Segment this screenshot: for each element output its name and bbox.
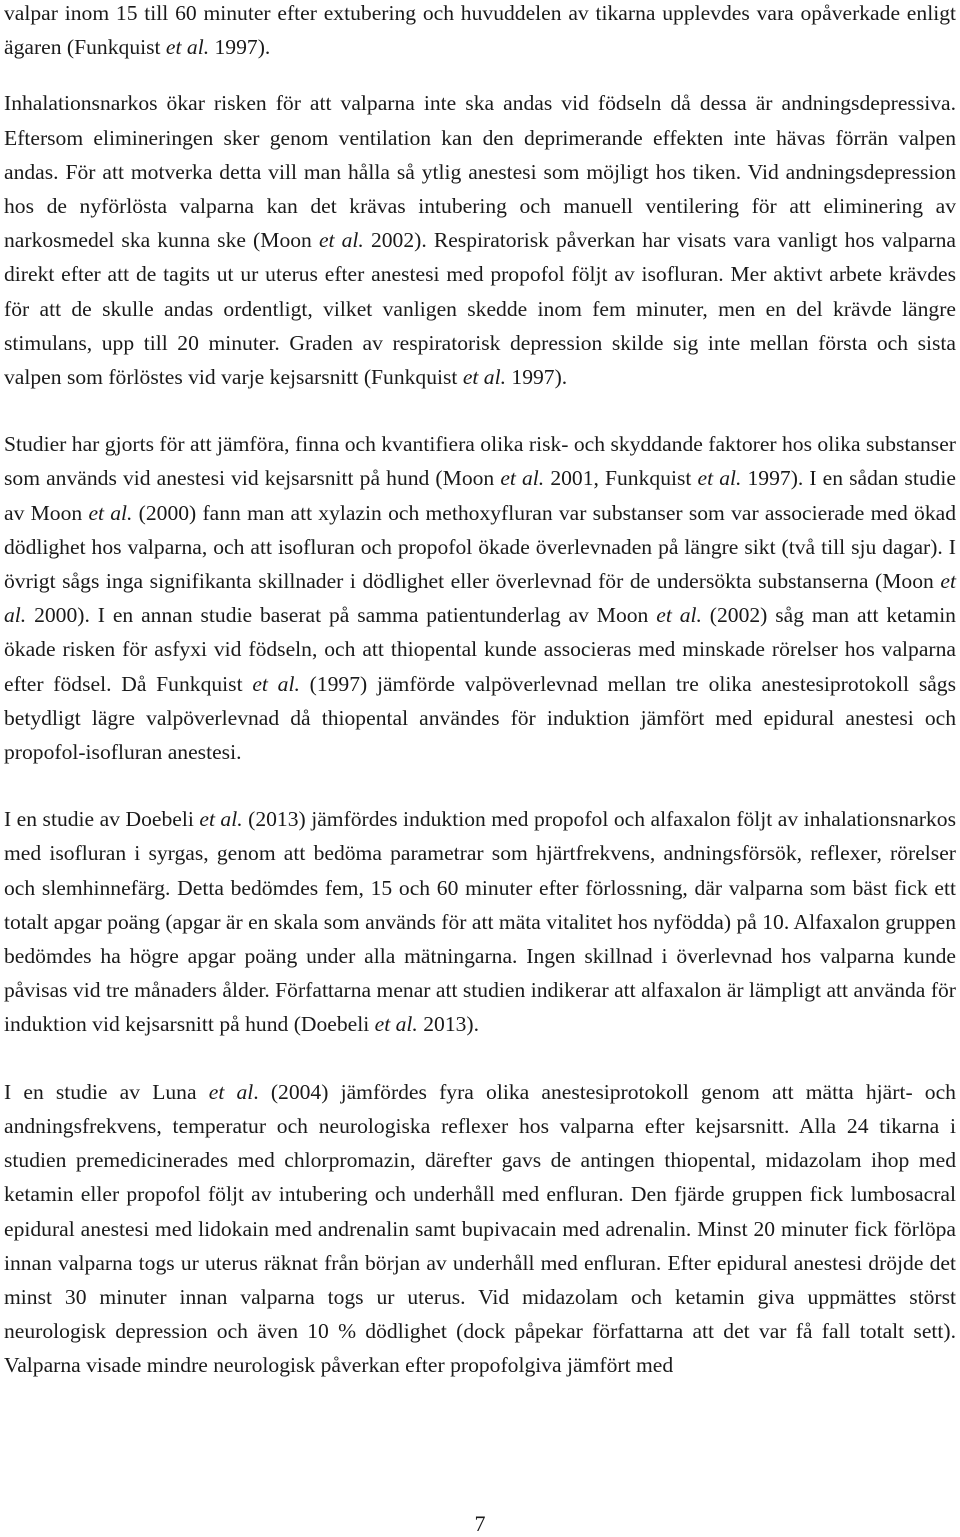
italic-citation-text: et al.	[374, 1012, 418, 1037]
paragraph-text: 1997).	[506, 365, 568, 390]
italic-citation-text: et al.	[88, 500, 133, 525]
paragraph	[4, 86, 956, 394]
paragraph	[4, 427, 956, 769]
italic-citation-text: et al.	[199, 807, 243, 832]
italic-citation-text: et al.	[318, 228, 364, 253]
paragraph-text: 1997).	[209, 35, 271, 60]
italic-citation-text: et al.	[252, 671, 300, 696]
paragraph-text: Studier har gjorts för att jämföra, finna och kvantifiera olika risk- och skyddande faktorer hos olika substanser som används vid anestesi vid kejsarsnitt på hund (Moon	[4, 432, 956, 491]
paragraph-text: 1997). I en sådan studie av Moon	[4, 466, 957, 525]
italic-citation-text: et al	[208, 1079, 254, 1104]
paragraph-text: 2002). Respiratorisk påverkan har visats vara vanligt hos valparna direkt efter att de tagits ut ur uterus efter anestesi med propofol följt av isofluran. Mer aktivt arbete krävdes för att de skulle andas ordentligt, vilket vanligen skedde inom fem minuter, men en del krävde längre stimulans, upp till 20 minuter. Graden av respiratorisk depression skilde sig inte mellan första och sista valpen som förlöstes vid varje kejsarsnitt (Funkquist	[4, 228, 956, 390]
paragraph	[4, 802, 956, 1041]
page-number: 7	[474, 1511, 486, 1536]
paragraph-text: 2013).	[417, 1012, 480, 1037]
paragraph-text: Inhalationsnarkos ökar risken för att valparna inte ska andas vid födseln då dessa är andningsdepressiva. Eftersom elimineringen sker genom ventilation kan den deprimerande effekten inte hävas förrän valpen andas. För att motverka detta vill man hålla så ytlig anestesi som möjligt hos tiken. Vid andningsdepression hos de nyförlösta valparna kan det krävas intubering och manuell ventilering för att eliminering av narkosmedel ska kunna ske (Moon	[4, 91, 956, 253]
italic-citation-text: et al.	[656, 603, 702, 628]
paragraph	[4, 0, 956, 64]
paragraph-text: 2001, Funkquist	[544, 466, 698, 491]
paragraph-text: (2002) såg man att ketamin ökade risken för asfyxi vid födseln, och att thiopental kunde associeras med minskade rörelser hos valparna efter födsel. Då Funkquist	[4, 603, 956, 696]
paragraph	[4, 1075, 956, 1383]
paragraph-text: (1997) jämförde valpöverlevnad mellan tre olika anestesiprotokoll sågs betydligt lägre valpöverlevnad då thiopental användes för induktion jämfört med epidural anestesi och propofol-isofluran anestesi.	[4, 671, 957, 765]
paragraph-text: (2013) jämfördes induktion med propofol och alfaxalon följt av inhalationsnarkos med isofluran i syrgas, genom att bedöma parametrar som hjärtfrekvens, andningsförsök, reflexer, rörelser och slemhinnefärg. Detta bedömdes fem, 15 och 60 minuter efter förlossning, där valparna som bäst fick ett totalt apgar poäng (apgar är en skala som används för att mäta vitalitet hos nyfödda) på 10. Alfaxalon gruppen bedömdes ha högre apgar poäng under alla mätningarna. Ingen skillnad i överlevnad hos valparna kunde påvisas vid tre månaders ålder. Författarna menar att studien indikerar att alfaxalon är lämpligt att använda för induktion vid kejsarsnitt på hund (Doebeli	[4, 807, 956, 1037]
italic-citation-text: et al.	[165, 35, 210, 60]
paragraph-text: (2000) fann man att xylazin och methoxyfluran var substanser som var associerade med ökad dödlighet hos valparna, och att isofluran och propofol ökade överlevnaden på längre sikt (två till sju dagar). I övrigt sågs inga signifikanta skillnader i dödlighet eller överlevnad för de undersökta substanserna (Moon	[4, 500, 956, 594]
italic-citation-text: et al.	[462, 365, 506, 390]
document-page	[4, 0, 956, 1383]
italic-citation-text: et al.	[500, 466, 545, 491]
paragraph-text: 2000). I en annan studie baserat på samma patientunderlag av Moon	[26, 603, 657, 628]
italic-citation-text: et al.	[697, 466, 742, 491]
paragraph-text: I en studie av Doebeli	[4, 807, 200, 832]
paragraph-text: . (2004) jämfördes fyra olika anestesiprotokoll genom att mätta hjärt- och andningsfrekvens, temperatur och neurologiska reflexer hos valparna efter kejsarsnitt. Alla 24 tikarna i studien premedicinerades med chlorpromazin, därefter gavs de antingen thiopental, midazolam ihop med ketamin eller propofol följt av intubering och underhåll med enfluran. Den fjärde gruppen fick lumbosacral epidural anestesi med lidokain med andrenalin samt bupivacain med adrenalin. Minst 20 minuter fick förlöpa innan valparna togs ur uterus räknat från början av underhåll med enfluran. Efter epidural anestesi dröjde det minst 30 minuter innan valparna togs ur uterus. Vid midazolam och ketamin giva uppmättes störst neurologisk depression och även 10 % dödlighet (dock påpekar författarna att det var få fall totalt sett). Valparna visade mindre neurologisk påverkan efter propofolgiva jämfört med	[4, 1079, 956, 1378]
paragraph-text: valpar inom 15 till 60 minuter efter extubering och huvuddelen av tikarna upplevdes vara opåverkade enligt ägaren (Funkquist	[4, 1, 956, 60]
italic-citation-text: et al.	[4, 569, 956, 628]
paragraph-text: I en studie av Luna	[4, 1079, 209, 1104]
